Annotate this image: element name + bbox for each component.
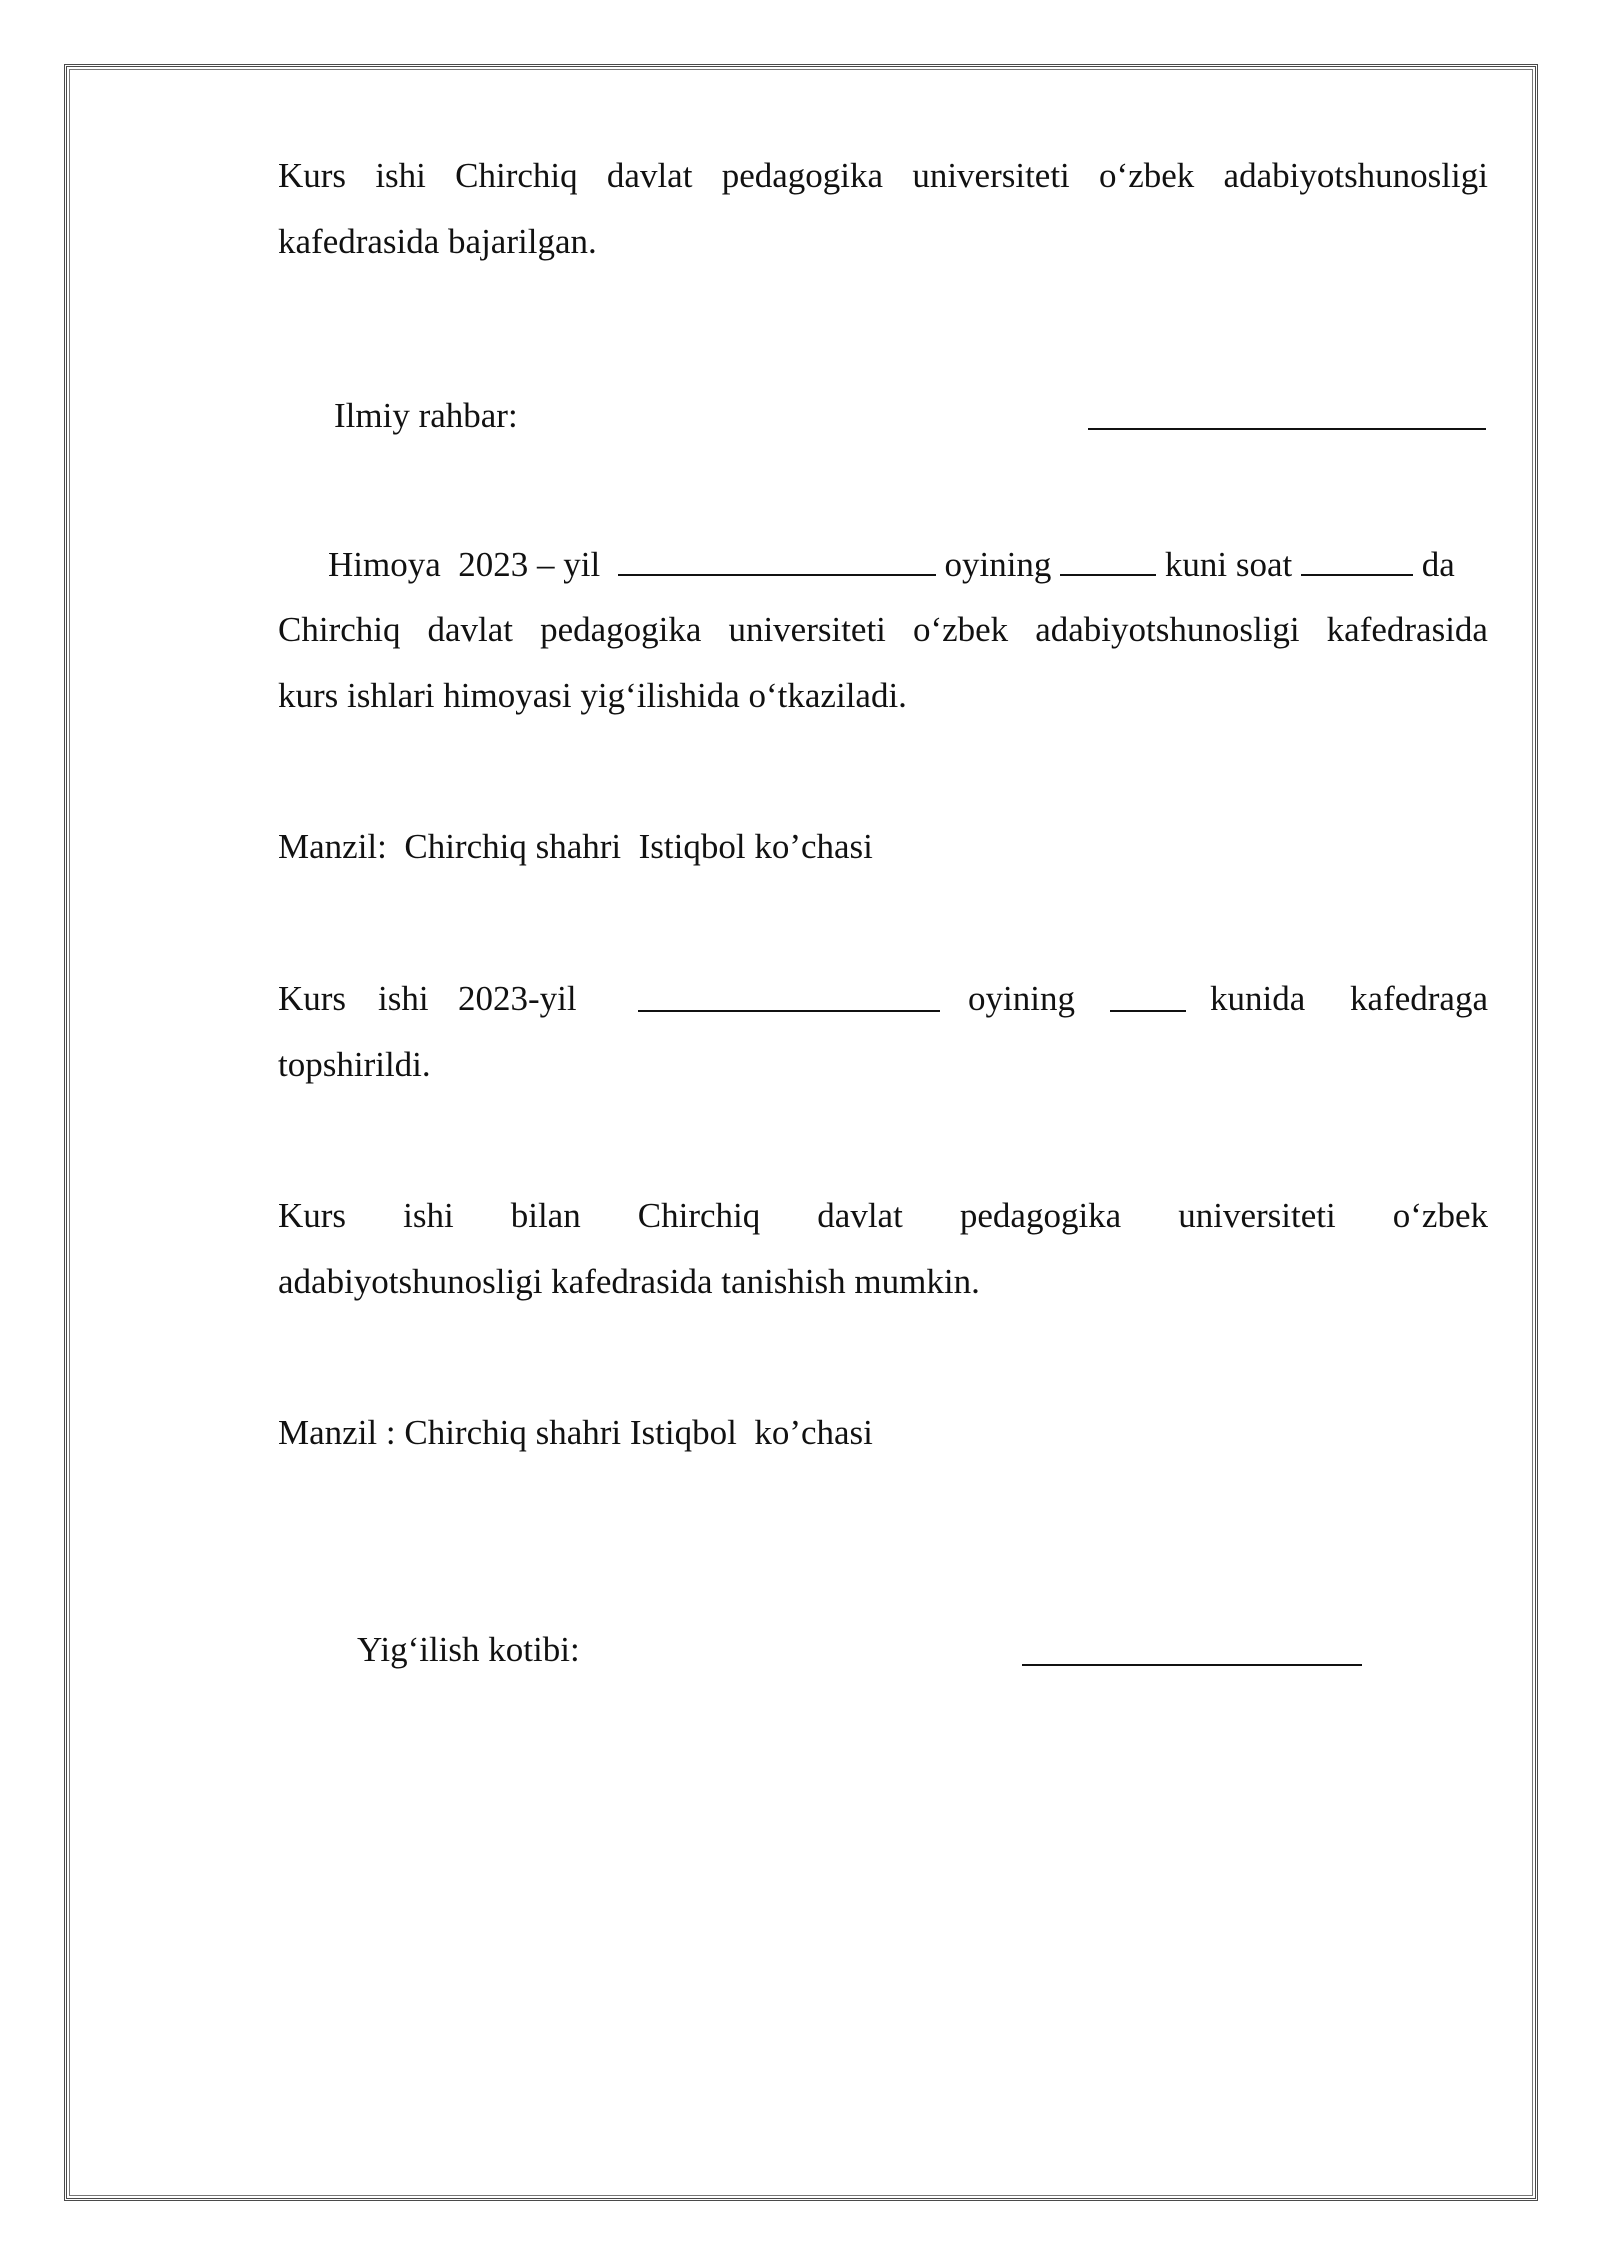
defense-year: 2023 – yil xyxy=(458,545,601,584)
month-blank xyxy=(638,1009,940,1012)
defense-line2 xyxy=(278,608,1488,652)
word: kafedraga xyxy=(1350,979,1488,1018)
word: oyining xyxy=(968,979,1075,1018)
word: Kurs xyxy=(278,1196,347,1235)
word: Chirchiq xyxy=(455,156,578,195)
word: davlat xyxy=(606,156,693,195)
word: ishi xyxy=(378,979,429,1018)
address-1: Manzil: Chirchiq shahri Istiqbol ko’chasi xyxy=(278,827,873,866)
address-2: Manzil : Chirchiq shahri Istiqbol ko’chasi xyxy=(278,1413,873,1452)
submitted-line2: topshirildi. xyxy=(278,1045,431,1084)
word: universiteti xyxy=(1178,1196,1336,1235)
word: universiteti xyxy=(728,610,886,649)
familiarize-line2: adabiyotshunosligi kafedrasida tanishish mumkin. xyxy=(278,1262,980,1301)
defense-oyining: oyining xyxy=(944,545,1052,584)
word: o‘zbek xyxy=(1392,1196,1488,1235)
word: davlat xyxy=(817,1196,903,1235)
word: 2023-yil xyxy=(458,979,577,1018)
para1-line1 xyxy=(278,154,1488,198)
word: davlat xyxy=(427,610,514,649)
familiarize-line1 xyxy=(278,1194,1488,1238)
day-blank xyxy=(1110,1009,1186,1012)
defense-da: da xyxy=(1421,545,1455,584)
para1-line2: kafedrasida bajarilgan. xyxy=(278,222,597,261)
word: pedagogika xyxy=(959,1196,1122,1235)
word: ishi xyxy=(375,156,426,195)
word: o‘zbek xyxy=(912,610,1009,649)
word: Kurs xyxy=(278,156,347,195)
day-blank xyxy=(1060,573,1156,576)
word: adabiyotshunosligi xyxy=(1223,156,1488,195)
defense-kuni-soat: kuni soat xyxy=(1164,545,1293,584)
word: Chirchiq xyxy=(278,610,401,649)
secretary-label: Yig‘ilish kotibi: xyxy=(357,1630,580,1669)
defense-himoya: Himoya xyxy=(328,545,441,584)
word: kunida xyxy=(1210,979,1306,1018)
supervisor-signature-blank xyxy=(1088,428,1486,430)
word: Kurs xyxy=(278,979,347,1018)
word: ishi xyxy=(403,1196,454,1235)
defense-line3: kurs ishlari himoyasi yig‘ilishida o‘tkaziladi. xyxy=(278,676,907,715)
month-blank xyxy=(618,573,936,576)
defense-line1 xyxy=(328,543,1455,587)
supervisor-label: Ilmiy rahbar: xyxy=(334,396,518,435)
secretary-signature-blank xyxy=(1022,1664,1362,1666)
word: o‘zbek xyxy=(1099,156,1195,195)
word: bilan xyxy=(510,1196,581,1235)
word: Chirchiq xyxy=(637,1196,761,1235)
word: adabiyotshunosligi xyxy=(1035,610,1300,649)
word: universiteti xyxy=(912,156,1070,195)
word: pedagogika xyxy=(540,610,702,649)
word: kafedrasida xyxy=(1326,610,1488,649)
page-border xyxy=(64,64,1538,2201)
word: pedagogika xyxy=(721,156,884,195)
hour-blank xyxy=(1301,573,1413,576)
